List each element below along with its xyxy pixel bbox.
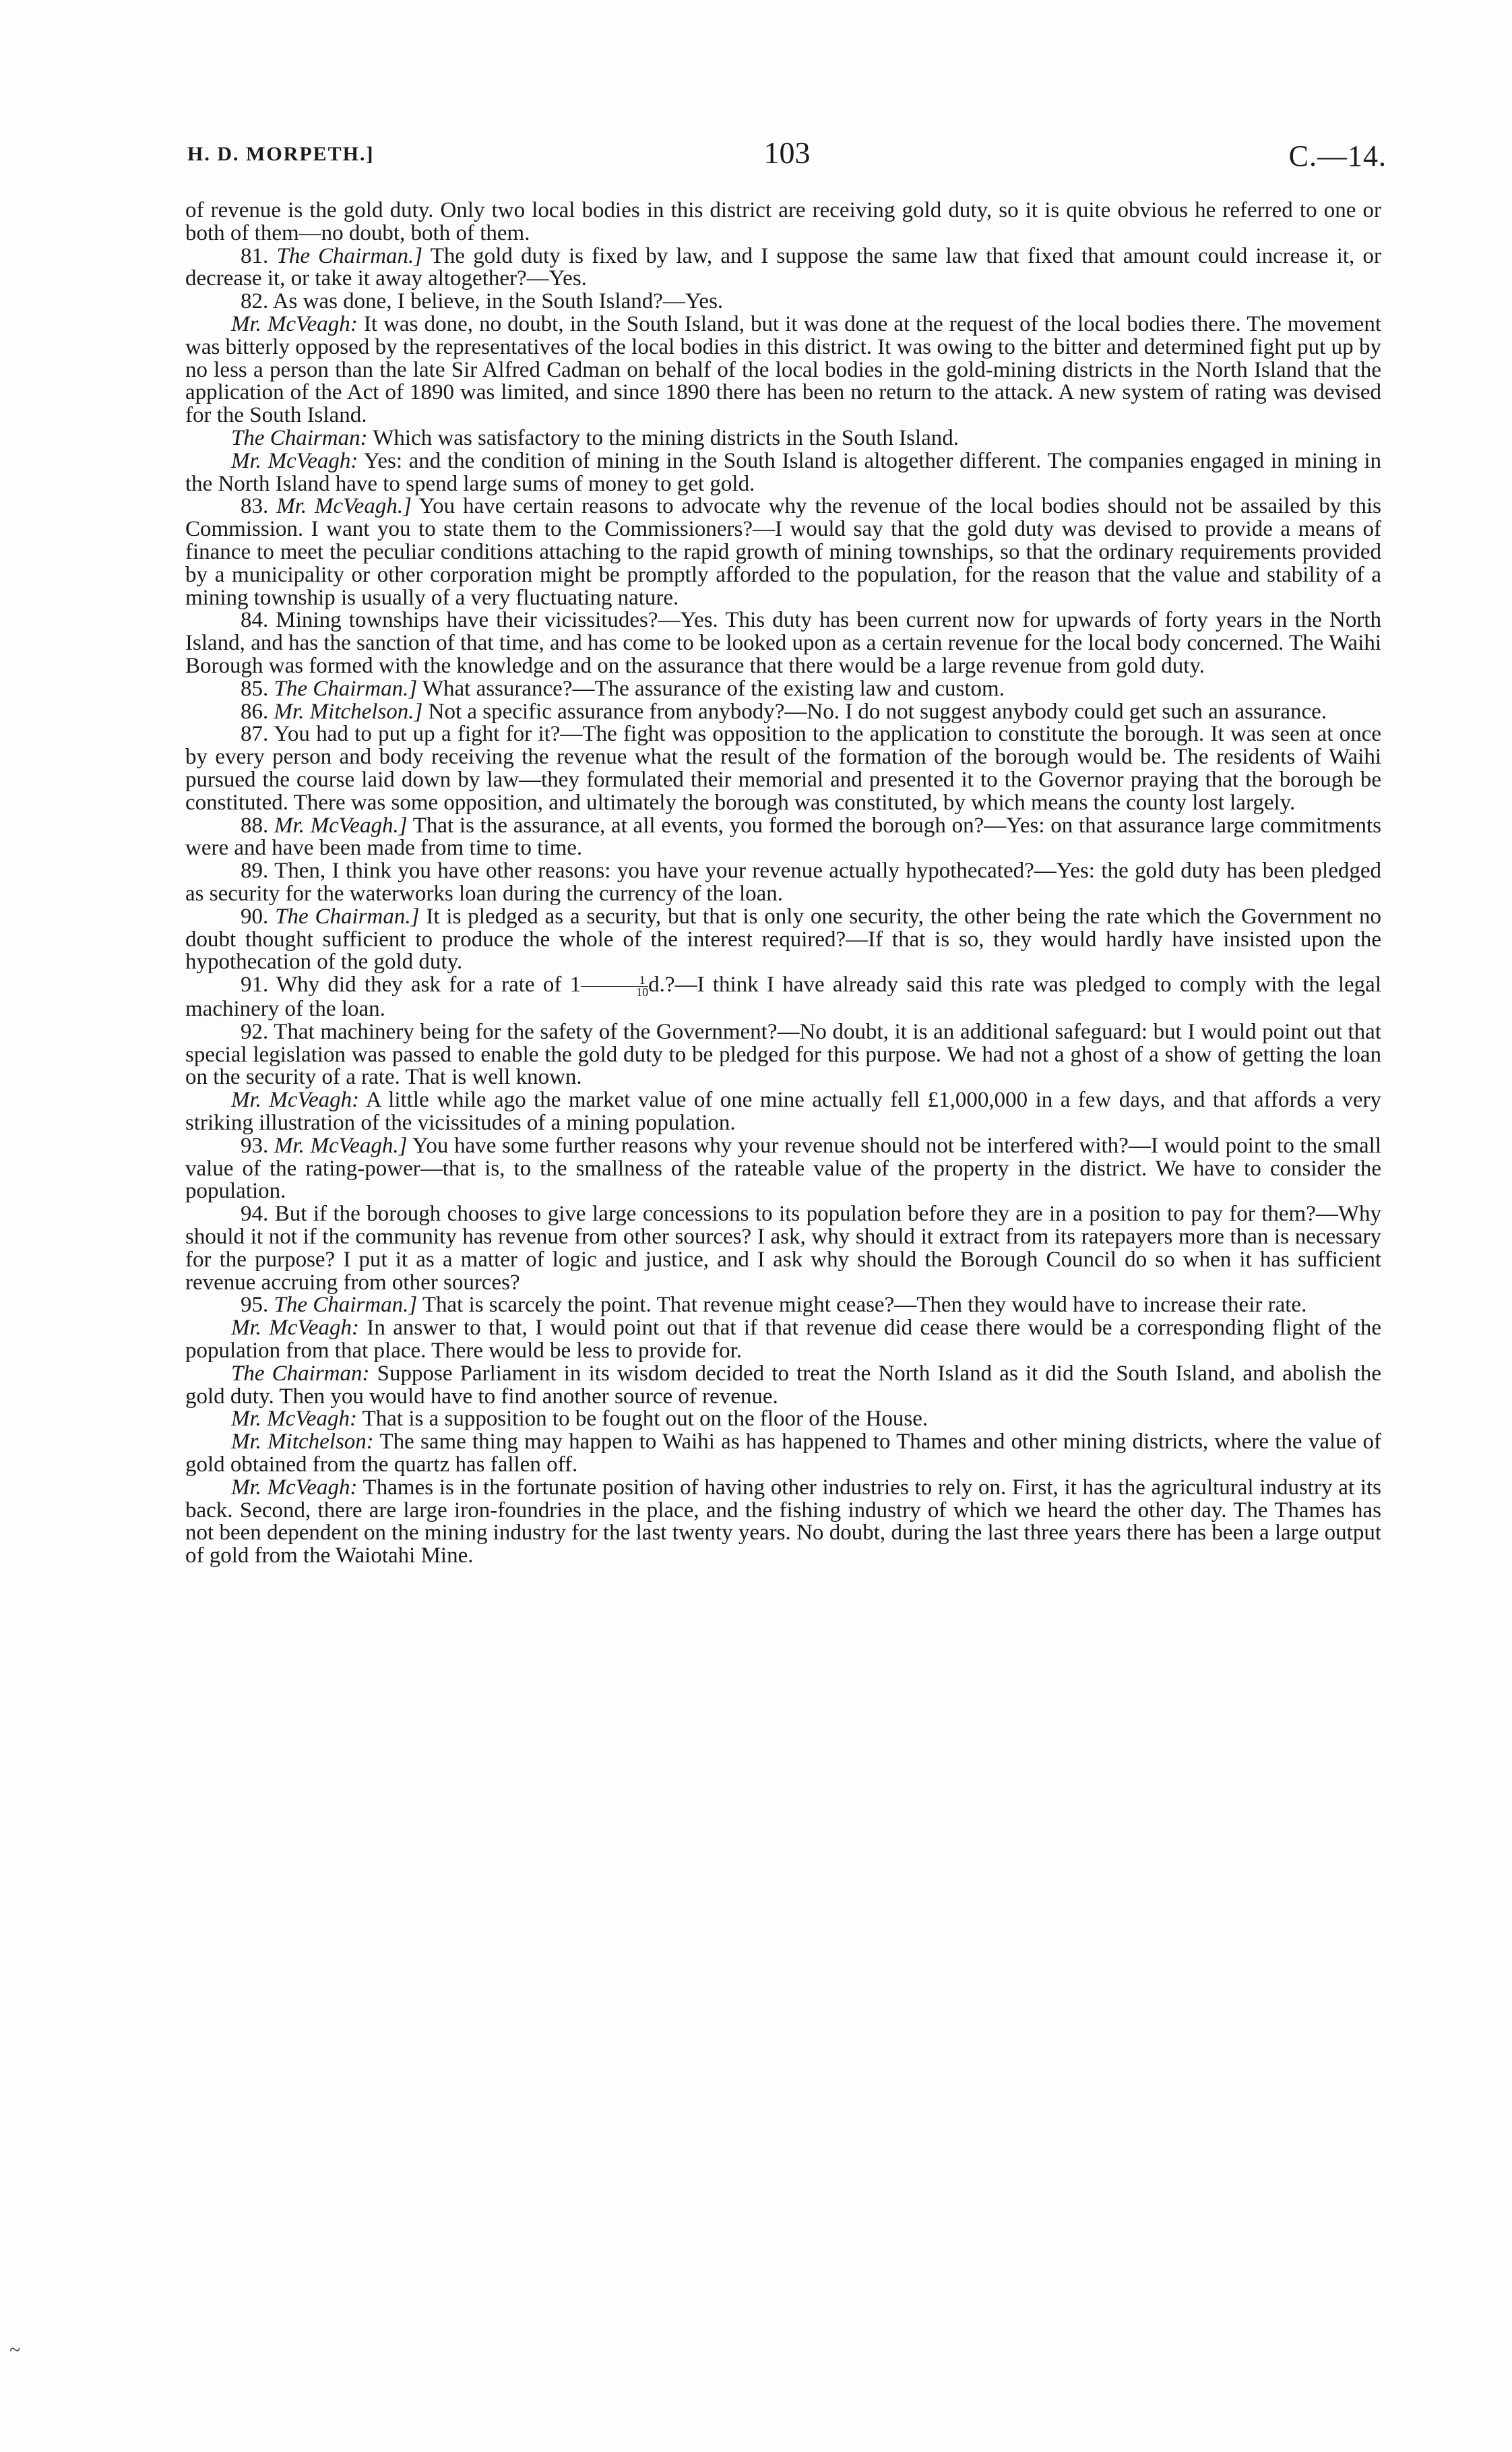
paragraph: Mr. McVeagh: A little while ago the market value of one mine actually fell £1,000,000 in a few days, and that affords a very striking illustration of the vicissitudes of a mining population. — [185, 1088, 1381, 1135]
page-header — [187, 135, 1387, 175]
speaker-label: Mr. Mitchelson: — [231, 1430, 374, 1454]
speaker-label: The Chairman.] — [276, 243, 423, 268]
paragraph: 81. The Chairman.] The gold duty is fixed by law, and I suppose the same law that fixed that amount could increase it, or decrease it, or take it away altogether?—Yes. — [185, 243, 1382, 291]
speaker-label: The Chairman.] — [275, 904, 420, 929]
speaker-label: Mr. McVeagh.] — [274, 813, 408, 838]
speaker-label: The Chairman: — [231, 1361, 370, 1386]
speaker-label: Mr. McVeagh: — [231, 1475, 358, 1500]
speaker-label: Mr. McVeagh.] — [276, 494, 412, 519]
margin-mark: ~ — [9, 2339, 21, 2361]
paragraph: 86. Mr. Mitchelson.] Not a specific assurance from anybody?—No. I do not suggest anybody could get such an assurance. — [241, 699, 1327, 724]
paragraph: The Chairman: Suppose Parliament in its wisdom decided to treat the North Island as it did the South Island, and abolish the gold duty. Then you would have to find another source of revenue. — [185, 1361, 1382, 1409]
speaker-label: Mr. McVeagh: — [231, 1407, 357, 1432]
paragraph: 83. Mr. McVeagh.] You have certain reasons to advocate why the revenue of the local bodies should not be assailed by this Commission. I want you to state them to the Commissioners?—I would say that the gold duty was devised to provide a means of finance to meet the peculiar conditions attaching to the rapid growth of mining townships, so that the ordinary requirements provided by a municipality or other corporation might be promptly afforded to the population, for the reason that the value and stability of a mining township is usually of a very fluctuating nature. — [185, 494, 1382, 610]
speaker-label: The Chairman: — [231, 425, 368, 450]
speaker-label: Mr. McVeagh: — [231, 311, 358, 336]
speaker-label: Mr. Mitchelson.] — [274, 699, 423, 724]
speaker-label: Mr. McVeagh: — [231, 1316, 360, 1341]
paragraph: Mr. McVeagh: In answer to that, I would point out that if that revenue did cease there would be a corresponding flight of the population from that place. There would be less to provide for. — [185, 1316, 1382, 1363]
paragraph: 93. Mr. McVeagh.] You have some further reasons why your revenue should not be interfered with?—I would point to the small value of the rating-power—that is, to the smallness of the rateable value of the property in the district. We have to consider the population. — [185, 1133, 1381, 1204]
speaker-label: Mr. McVeagh: — [231, 448, 358, 473]
paragraph: 92. That machinery being for the safety of the Government?—No doubt, it is an additional safeguard: but I would point out that special legislation was passed to enable the gold duty to be pledged for this purpose. We had not a ghost of a show of getting the loan on the security of a rate. That is well known. — [185, 1019, 1381, 1090]
page-number: 103 — [763, 135, 811, 170]
speaker-label: The Chairman.] — [274, 676, 418, 701]
paragraph: Mr. McVeagh: It was done, no doubt, in the South Island, but it was done at the request of the local bodies there. The movement was bitterly opposed by the representatives of the local bodies in this district. It was owing to the bitter and determined fight put up by no less a person than the late Sir Alfred Cadman on behalf of the local bodies in the gold-mining districts in the North Island that the application of the Act of 1890 was limited, and since 1890 there has been no return to the attack. A new system of rating was devised for the South Island. — [185, 311, 1381, 428]
paragraph: 82. As was done, I believe, in the South Island?—Yes. — [241, 289, 724, 314]
paragraph: Mr. McVeagh: Thames is in the fortunate position of having other industries to rely on. First, it has the agricultural industry at its back. Second, there are large iron-foundries in the place, and the fishing industry of which we heard the other day. The Thames has not been dependent on the mining industry for the last twenty years. No doubt, during the last three years there has been a large output of gold from the Waiotahi Mine. — [185, 1475, 1381, 1568]
paragraph: 89. Then, I think you have other reasons: you have your revenue actually hypothecated?—Yes: the gold duty has been pledged as security for the waterworks loan during the currency of the loan. — [185, 859, 1382, 906]
paragraph: Mr. McVeagh: Yes: and the condition of mining in the South Island is altogether different. The companies engaged in mining in the North Island have to spend large sums of money to get gold. — [185, 448, 1381, 496]
paragraph: Mr. Mitchelson: The same thing may happen to Waihi as has happened to Thames and other mining districts, where the value of gold obtained from the quartz has fallen off. — [185, 1430, 1382, 1477]
paragraph: 94. But if the borough chooses to give large concessions to its population before they are in a position to pay for them?—Why should it not if the community has revenue from other sources? I ask, why should it extract from its ratepayers more than is necessary for the purpose? I put it as a matter of logic and justice, and I ask why should the Borough Council do so when it has sufficient revenue accruing from other sources? — [185, 1202, 1382, 1295]
paragraph: 85. The Chairman.] What assurance?—The assurance of the existing law and custom. — [241, 676, 1005, 701]
paragraph: 84. Mining townships have their vicissitudes?—Yes. This duty has been current now for upwards of forty years in the North Island, and has the sanction of that time, and has come to be looked upon as a certain revenue for the local body concerned. The Waihi Borough was formed with the knowledge and on the assurance that there would be a large revenue from gold duty. — [185, 608, 1381, 678]
paragraph: 90. The Chairman.] It is pledged as a security, but that is only one security, the other being the rate which the Government no doubt thought sufficient to produce the whole of the interest required?—If that is so, they would hardly have insisted upon the hypothecation of the gold duty. — [185, 904, 1381, 975]
header-witness-name: H. D. MORPETH.] — [187, 143, 375, 165]
paragraph: The Chairman: Which was satisfactory to the mining districts in the South Island. — [231, 425, 959, 450]
speaker-label: The Chairman.] — [274, 1293, 418, 1318]
paragraph: 91. Why did they ask for a rate of 1 $\frac{1}{10}$ d.?—I think I have already said this rate was pledged to comply with the legal machinery of the loan. — [185, 973, 1382, 1022]
speaker-label: Mr. McVeagh.] — [274, 1133, 408, 1158]
speaker-label: Mr. McVeagh: — [231, 1088, 360, 1113]
paragraph: 87. You had to put up a fight for it?—The fight was opposition to the application to constitute the borough. It was seen at once by every person and body receiving the revenue what the result of the formation of the borough would be. The residents of Waihi pursued the course laid down by law—they formulated their memorial and presented it to the Governor praying that the borough be constituted. There was some opposition, and ultimately the borough was constituted, by which means the county lost largely. — [185, 722, 1381, 815]
paragraph: Mr. McVeagh: That is a supposition to be fought out on the floor of the House. — [231, 1407, 928, 1432]
paragraph: of revenue is the gold duty. Only two local bodies in this district are receiving gold duty, so it is quite obvious he referred to one or both of them—no doubt, both of them. — [185, 198, 1381, 245]
paragraph: 88. Mr. McVeagh.] That is the assurance, at all events, you formed the borough on?—Yes: on that assurance large commitments were and have been made from time to time. — [185, 813, 1381, 861]
fraction: $\frac{1}{10}$ — [581, 975, 648, 998]
testimony-body — [185, 200, 1381, 1568]
document-reference: C.—14. — [1288, 140, 1387, 173]
paragraph: 95. The Chairman.] That is scarcely the point. That revenue might cease?—Then they would have to increase their rate. — [241, 1293, 1307, 1318]
